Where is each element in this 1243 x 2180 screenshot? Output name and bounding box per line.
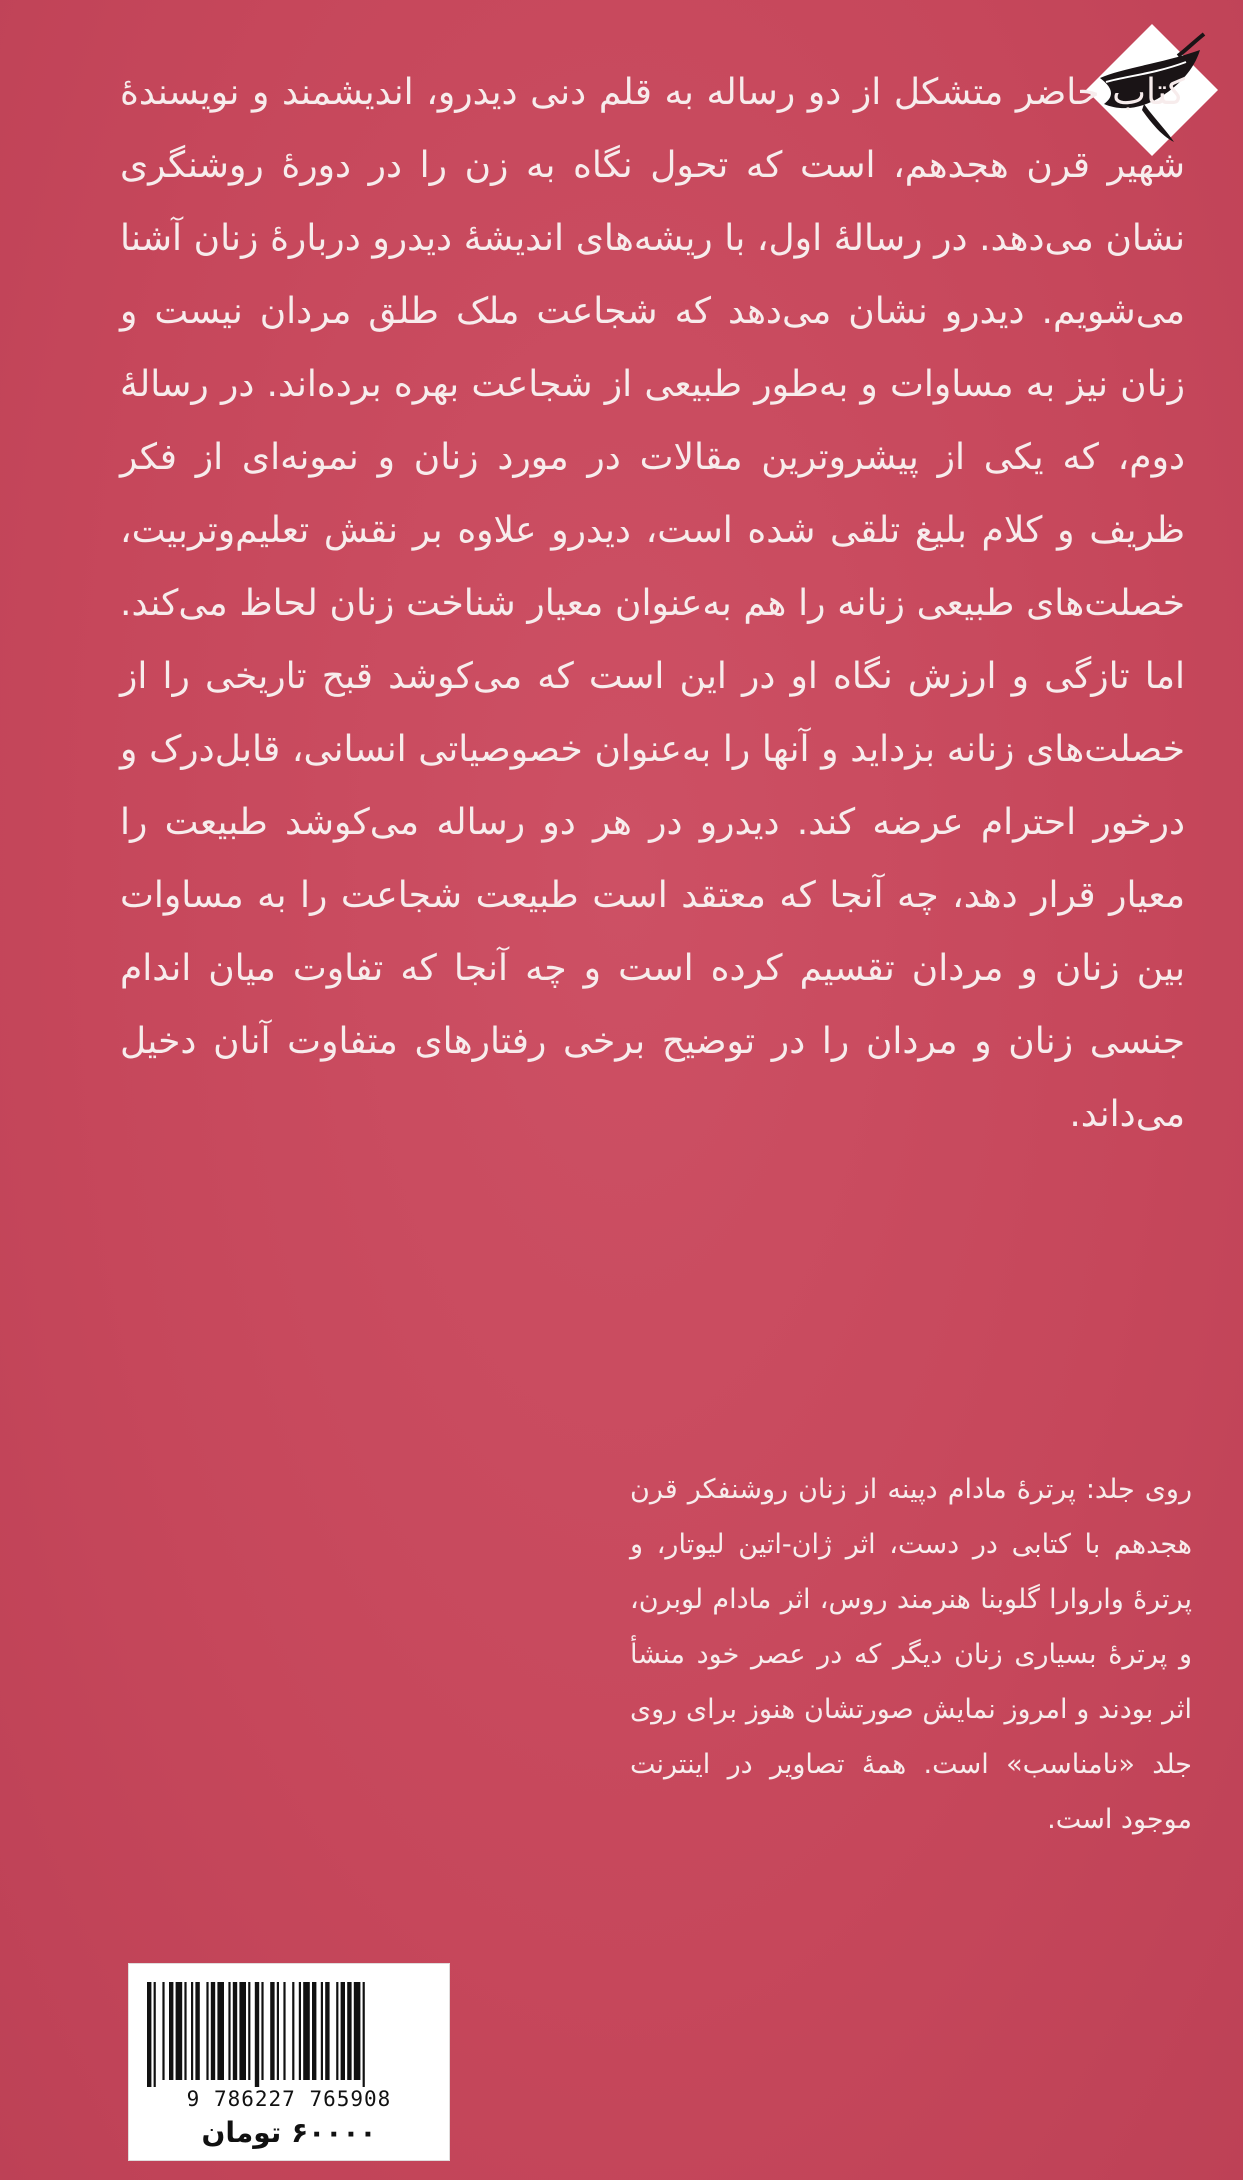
barcode-bar	[211, 1982, 215, 2080]
barcode-bar	[261, 1982, 263, 2080]
barcode-bar	[270, 1982, 274, 2080]
barcode-bar	[176, 1982, 183, 2080]
barcode-bar	[248, 1982, 250, 2080]
barcode-bar	[303, 1982, 310, 2080]
isbn-number: 9 786227 765908	[186, 2087, 392, 2111]
barcode-bar	[195, 1982, 199, 2080]
barcode-bar	[147, 1982, 151, 2087]
book-description	[120, 56, 1185, 1151]
barcode-bar	[217, 1982, 224, 2080]
barcode-bar	[336, 1982, 338, 2080]
barcode-bar	[162, 1982, 164, 2080]
barcode-bar	[169, 1982, 173, 2080]
barcode-bar	[233, 1982, 237, 2080]
cover-image-credit	[630, 1462, 1192, 1847]
barcode-bar	[312, 1982, 316, 2080]
barcode-bar	[354, 1982, 361, 2080]
barcode-bar	[292, 1982, 294, 2080]
barcode-bar	[255, 1982, 259, 2087]
barcode-bar	[228, 1982, 230, 2080]
barcode-bar	[239, 1982, 246, 2080]
barcode-bar	[299, 1982, 301, 2080]
credit-paragraph: روی جلد: پرترهٔ مادام دپینه از زنان روشنفکر قرن هجدهم با کتابی در دست، اثر ژان-اتین لیوتار، و پرترهٔ واروارا گلوبنا هنرمند روس، اثر مادام لوبرن، و پرترهٔ بسیاری زنان دیگر که در عصر خود منشأ اثر بودند و امروز نمایش صورتشان هنوز برای روی جلد «نامناسب» است. همهٔ تصاویر در اینترنت موجود است.	[630, 1474, 1192, 1835]
barcode-bar	[363, 1982, 365, 2087]
barcode-bar	[206, 1982, 208, 2080]
barcode-bar	[191, 1982, 193, 2080]
description-paragraph: کتاب حاضر متشکل از دو رساله به قلم دنی دیدرو، اندیشمند و نویسندهٔ شهیر قرن هجدهم، است که تحول نگاه به زن را در دورهٔ روشنگری نشان می‌دهد. در رسالهٔ اول، با ریشه‌های اندیشهٔ دیدرو دربارهٔ زنان آشنا می‌شویم. دیدرو نشان می‌دهد که شجاعت ملک طلق مردان نیست و زنان نیز به مساوات و به‌طور طبیعی از شجاعت بهره برده‌اند. در رسالهٔ دوم، که یکی از پیشروترین مقالات در مورد زنان و نمونه‌ای از فکر ظریف و کلام بلیغ تلقی شده است، دیدرو علاوه بر نقش تعلیم‌وتربیت، خصلت‌های طبیعی زنانه را هم به‌عنوان معیار شناخت زنان لحاظ می‌کند. اما تازگی و ارزش نگاه او در این است که می‌کوشد قبح تاریخی را از خصلت‌های زنانه بزداید و آنها را به‌عنوان خصوصیاتی انسانی، قابل‌درک و درخور احترام عرضه کند. دیدرو در هر دو رساله می‌کوشد طبیعت را معیار قرار دهد، چه آنجا که معتقد است طبیعت شجاعت را به مساوات بین زنان و مردان تقسیم کرده است و چه آنجا که تفاوت میان اندام جنسی زنان و مردان را در توضیح برخی رفتارهای متفاوت آنان دخیل می‌داند.	[120, 72, 1185, 1135]
price-label: ۶۰۰۰۰ تومان	[201, 2116, 377, 2149]
barcode-bar	[154, 1982, 156, 2087]
barcode-bar	[325, 1982, 329, 2080]
barcode-bar	[283, 1982, 285, 2080]
barcode-bar	[341, 1982, 345, 2080]
barcode-bar	[347, 1982, 351, 2080]
barcode-bar	[321, 1982, 323, 2080]
barcode-bar	[184, 1982, 186, 2080]
barcode-bar	[277, 1982, 279, 2080]
barcode-label	[128, 1963, 450, 2161]
barcode-graphic	[143, 1982, 435, 2087]
